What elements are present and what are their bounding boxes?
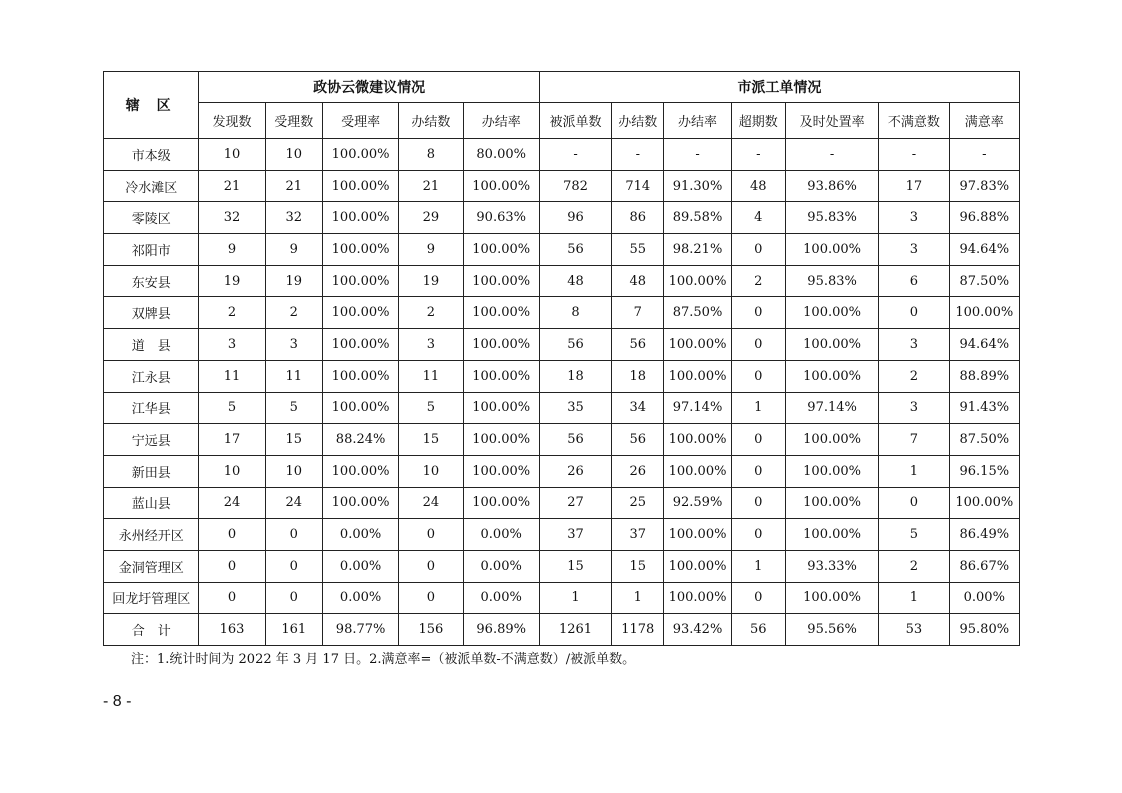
table-cell: 2: [731, 265, 785, 297]
table-cell: 7: [879, 424, 949, 456]
table-cell: 3: [879, 234, 949, 266]
table-cell: 48: [612, 265, 664, 297]
district-cell: 零陵区: [104, 202, 199, 234]
table-cell: 100.00%: [664, 360, 731, 392]
table-cell: -: [731, 139, 785, 171]
column-header: 被派单数: [539, 103, 611, 139]
table-body: [104, 139, 1020, 646]
table-cell: 48: [539, 265, 611, 297]
district-column-header: 辖 区: [104, 72, 199, 139]
district-cell: 江华县: [104, 392, 199, 424]
table-cell: 0: [731, 582, 785, 614]
table-cell: 100.00%: [949, 487, 1019, 519]
table-row: [104, 297, 1020, 329]
table-cell: 0: [199, 519, 265, 551]
table-cell: 1178: [612, 614, 664, 646]
table-cell: 5: [399, 392, 463, 424]
table-cell: 21: [265, 170, 322, 202]
table-cell: 92.59%: [664, 487, 731, 519]
table-cell: 100.00%: [785, 519, 878, 551]
table-cell: 18: [539, 360, 611, 392]
table-cell: 18: [612, 360, 664, 392]
table-cell: 87.50%: [664, 297, 731, 329]
table-cell: 3: [199, 329, 265, 361]
table-cell: 100.00%: [785, 582, 878, 614]
table-cell: 782: [539, 170, 611, 202]
table-cell: 56: [539, 329, 611, 361]
table-cell: 87.50%: [949, 424, 1019, 456]
district-cell: 东安县: [104, 265, 199, 297]
table-cell: 0.00%: [322, 519, 398, 551]
table-cell: 10: [399, 455, 463, 487]
table-cell: 87.50%: [949, 265, 1019, 297]
table-cell: 100.00%: [785, 297, 878, 329]
table-row: [104, 582, 1020, 614]
table-cell: 53: [879, 614, 949, 646]
table-row: [104, 360, 1020, 392]
table-cell: 48: [731, 170, 785, 202]
table-cell: 11: [399, 360, 463, 392]
district-cell: 冷水滩区: [104, 170, 199, 202]
table-cell: 10: [265, 139, 322, 171]
table-cell: 100.00%: [785, 455, 878, 487]
table-cell: 1: [539, 582, 611, 614]
table-cell: 100.00%: [463, 297, 539, 329]
table-cell: 19: [199, 265, 265, 297]
table-cell: 17: [879, 170, 949, 202]
table-cell: 5: [265, 392, 322, 424]
table-cell: -: [612, 139, 664, 171]
table-cell: 0: [731, 424, 785, 456]
table-cell: 0: [731, 455, 785, 487]
table-row: [104, 614, 1020, 646]
table-row: [104, 487, 1020, 519]
group-header-row: [104, 72, 1020, 103]
table-cell: 100.00%: [322, 170, 398, 202]
table-cell: -: [785, 139, 878, 171]
table-cell: 6: [879, 265, 949, 297]
table-cell: 2: [265, 297, 322, 329]
table-cell: 714: [612, 170, 664, 202]
table-row: [104, 455, 1020, 487]
table-cell: 86.49%: [949, 519, 1019, 551]
district-cell: 市本级: [104, 139, 199, 171]
table-cell: 34: [612, 392, 664, 424]
table-cell: 0: [879, 487, 949, 519]
table-cell: 163: [199, 614, 265, 646]
table-cell: 100.00%: [664, 455, 731, 487]
district-cell: 合 计: [104, 614, 199, 646]
column-header: 及时处置率: [785, 103, 878, 139]
table-footnote: 注：1.统计时间为 2022 年 3 月 17 日。2.满意率=（被派单数-不满意数）/被派单数。: [131, 652, 636, 667]
table-cell: 100.00%: [322, 329, 398, 361]
table-cell: 100.00%: [785, 329, 878, 361]
table-cell: 100.00%: [463, 234, 539, 266]
table-cell: 9: [399, 234, 463, 266]
table-cell: 100.00%: [463, 392, 539, 424]
table-cell: 0.00%: [322, 550, 398, 582]
table-cell: 100.00%: [322, 360, 398, 392]
table-cell: 0.00%: [949, 582, 1019, 614]
table-cell: 10: [199, 139, 265, 171]
table-cell: 0: [265, 582, 322, 614]
table-row: [104, 392, 1020, 424]
table-cell: 4: [731, 202, 785, 234]
table-cell: 96.88%: [949, 202, 1019, 234]
table-cell: 100.00%: [949, 297, 1019, 329]
table-cell: 100.00%: [463, 360, 539, 392]
table-row: [104, 519, 1020, 551]
table-cell: 56: [612, 329, 664, 361]
table-cell: 100.00%: [322, 139, 398, 171]
table-cell: 0: [731, 329, 785, 361]
column-header: 办结数: [612, 103, 664, 139]
column-header: 超期数: [731, 103, 785, 139]
table-cell: 97.14%: [785, 392, 878, 424]
page-number: - 8 -: [103, 693, 132, 710]
table-cell: 100.00%: [322, 234, 398, 266]
table-header: [104, 72, 1020, 139]
column-header: 满意率: [949, 103, 1019, 139]
table-cell: 100.00%: [322, 297, 398, 329]
table-cell: 2: [199, 297, 265, 329]
table-cell: 19: [399, 265, 463, 297]
table-cell: 98.77%: [322, 614, 398, 646]
table-cell: 0: [199, 582, 265, 614]
table-cell: 56: [539, 424, 611, 456]
table-cell: 56: [612, 424, 664, 456]
table-cell: 90.63%: [463, 202, 539, 234]
table-cell: 26: [612, 455, 664, 487]
table-row: [104, 170, 1020, 202]
district-cell: 道 县: [104, 329, 199, 361]
table-cell: 95.80%: [949, 614, 1019, 646]
table-cell: 89.58%: [664, 202, 731, 234]
district-cell: 新田县: [104, 455, 199, 487]
table-cell: 1: [879, 582, 949, 614]
table-cell: 98.21%: [664, 234, 731, 266]
table-cell: 7: [612, 297, 664, 329]
district-cell: 永州经开区: [104, 519, 199, 551]
table-cell: 1: [612, 582, 664, 614]
table-cell: -: [664, 139, 731, 171]
column-header: 受理率: [322, 103, 398, 139]
table-cell: 93.42%: [664, 614, 731, 646]
table-cell: 88.24%: [322, 424, 398, 456]
table-cell: 0.00%: [463, 550, 539, 582]
column-header: 发现数: [199, 103, 265, 139]
district-cell: 蓝山县: [104, 487, 199, 519]
table-cell: 0: [399, 582, 463, 614]
table-cell: 161: [265, 614, 322, 646]
table-cell: 8: [399, 139, 463, 171]
table-cell: 9: [199, 234, 265, 266]
table-cell: 17: [199, 424, 265, 456]
table-cell: 95.83%: [785, 202, 878, 234]
table-cell: 3: [879, 202, 949, 234]
table-cell: 10: [265, 455, 322, 487]
table-cell: 56: [731, 614, 785, 646]
table-cell: 0: [399, 519, 463, 551]
table-cell: 100.00%: [664, 582, 731, 614]
table-cell: -: [949, 139, 1019, 171]
column-header: 受理数: [265, 103, 322, 139]
table-cell: 93.33%: [785, 550, 878, 582]
table-cell: 0: [399, 550, 463, 582]
table-cell: 0.00%: [463, 519, 539, 551]
table-cell: 15: [265, 424, 322, 456]
district-cell: 宁远县: [104, 424, 199, 456]
table-cell: 94.64%: [949, 329, 1019, 361]
table-cell: 2: [399, 297, 463, 329]
table-cell: 1: [731, 550, 785, 582]
district-cell: 双牌县: [104, 297, 199, 329]
table-row: [104, 139, 1020, 171]
table-cell: 5: [879, 519, 949, 551]
table-cell: 0.00%: [463, 582, 539, 614]
table-cell: 86.67%: [949, 550, 1019, 582]
table-cell: 100.00%: [463, 455, 539, 487]
table-cell: 2: [879, 550, 949, 582]
table-cell: 29: [399, 202, 463, 234]
table-cell: 11: [265, 360, 322, 392]
table-cell: 96.15%: [949, 455, 1019, 487]
table-cell: 35: [539, 392, 611, 424]
table-cell: 97.83%: [949, 170, 1019, 202]
table-cell: 24: [399, 487, 463, 519]
table-cell: 21: [199, 170, 265, 202]
column-header: 不满意数: [879, 103, 949, 139]
table-cell: 100.00%: [322, 487, 398, 519]
table-cell: 100.00%: [322, 392, 398, 424]
table-cell: 100.00%: [463, 487, 539, 519]
table-cell: 100.00%: [463, 170, 539, 202]
table-cell: 11: [199, 360, 265, 392]
table-cell: 100.00%: [322, 455, 398, 487]
table-cell: 24: [265, 487, 322, 519]
table-cell: 100.00%: [463, 329, 539, 361]
table-cell: 10: [199, 455, 265, 487]
table-cell: 3: [399, 329, 463, 361]
table-cell: 0.00%: [322, 582, 398, 614]
table-cell: 93.86%: [785, 170, 878, 202]
table-cell: 100.00%: [463, 424, 539, 456]
table-cell: 21: [399, 170, 463, 202]
table-cell: 0: [199, 550, 265, 582]
table-cell: 0: [731, 360, 785, 392]
table-cell: 56: [539, 234, 611, 266]
table-cell: 100.00%: [664, 424, 731, 456]
table-cell: 25: [612, 487, 664, 519]
table-cell: 100.00%: [664, 519, 731, 551]
district-cell: 祁阳市: [104, 234, 199, 266]
district-cell: 金洞管理区: [104, 550, 199, 582]
table-cell: 37: [539, 519, 611, 551]
table-cell: 55: [612, 234, 664, 266]
table-cell: 88.89%: [949, 360, 1019, 392]
district-statistics-table: [103, 71, 1020, 646]
table-cell: 0: [265, 519, 322, 551]
table-cell: 26: [539, 455, 611, 487]
table-cell: 100.00%: [322, 202, 398, 234]
table-cell: 91.30%: [664, 170, 731, 202]
table-cell: 0: [265, 550, 322, 582]
table-row: [104, 202, 1020, 234]
table-cell: 0: [731, 234, 785, 266]
table-cell: 27: [539, 487, 611, 519]
column-header: 办结率: [664, 103, 731, 139]
table-cell: 100.00%: [664, 265, 731, 297]
group-a-header: 政协云微建议情况: [199, 72, 539, 103]
table-cell: 80.00%: [463, 139, 539, 171]
table-cell: 0: [731, 519, 785, 551]
table-row: [104, 234, 1020, 266]
table-cell: 5: [199, 392, 265, 424]
table-cell: 15: [539, 550, 611, 582]
table-cell: 0: [731, 297, 785, 329]
table-cell: 15: [612, 550, 664, 582]
table-cell: 96.89%: [463, 614, 539, 646]
table-cell: 97.14%: [664, 392, 731, 424]
sub-header-row: [104, 103, 1020, 139]
table-cell: 96: [539, 202, 611, 234]
table-row: [104, 265, 1020, 297]
district-cell: 回龙圩管理区: [104, 582, 199, 614]
table-cell: 2: [879, 360, 949, 392]
table-cell: 100.00%: [322, 265, 398, 297]
table-cell: 19: [265, 265, 322, 297]
column-header: 办结率: [463, 103, 539, 139]
table-cell: 91.43%: [949, 392, 1019, 424]
table-cell: 3: [879, 392, 949, 424]
table-cell: 32: [199, 202, 265, 234]
table-cell: 94.64%: [949, 234, 1019, 266]
table-cell: 3: [265, 329, 322, 361]
table-cell: 0: [731, 487, 785, 519]
table-cell: 156: [399, 614, 463, 646]
table-cell: 100.00%: [785, 424, 878, 456]
table-cell: 1: [731, 392, 785, 424]
column-header: 办结数: [399, 103, 463, 139]
table-row: [104, 424, 1020, 456]
table-cell: 8: [539, 297, 611, 329]
district-cell: 江永县: [104, 360, 199, 392]
table-cell: 0: [879, 297, 949, 329]
table-cell: 95.83%: [785, 265, 878, 297]
group-b-header: 市派工单情况: [539, 72, 1019, 103]
table-cell: 1: [879, 455, 949, 487]
table-cell: -: [539, 139, 611, 171]
table-cell: 100.00%: [463, 265, 539, 297]
table-cell: 3: [879, 329, 949, 361]
table-cell: 9: [265, 234, 322, 266]
table-cell: -: [879, 139, 949, 171]
table-cell: 24: [199, 487, 265, 519]
table-cell: 37: [612, 519, 664, 551]
table-cell: 100.00%: [785, 487, 878, 519]
table-cell: 95.56%: [785, 614, 878, 646]
table-row: [104, 550, 1020, 582]
table-cell: 86: [612, 202, 664, 234]
table-cell: 1261: [539, 614, 611, 646]
table-cell: 32: [265, 202, 322, 234]
table-cell: 100.00%: [664, 329, 731, 361]
table-cell: 100.00%: [785, 234, 878, 266]
table-cell: 15: [399, 424, 463, 456]
table-cell: 100.00%: [664, 550, 731, 582]
table-row: [104, 329, 1020, 361]
table-cell: 100.00%: [785, 360, 878, 392]
